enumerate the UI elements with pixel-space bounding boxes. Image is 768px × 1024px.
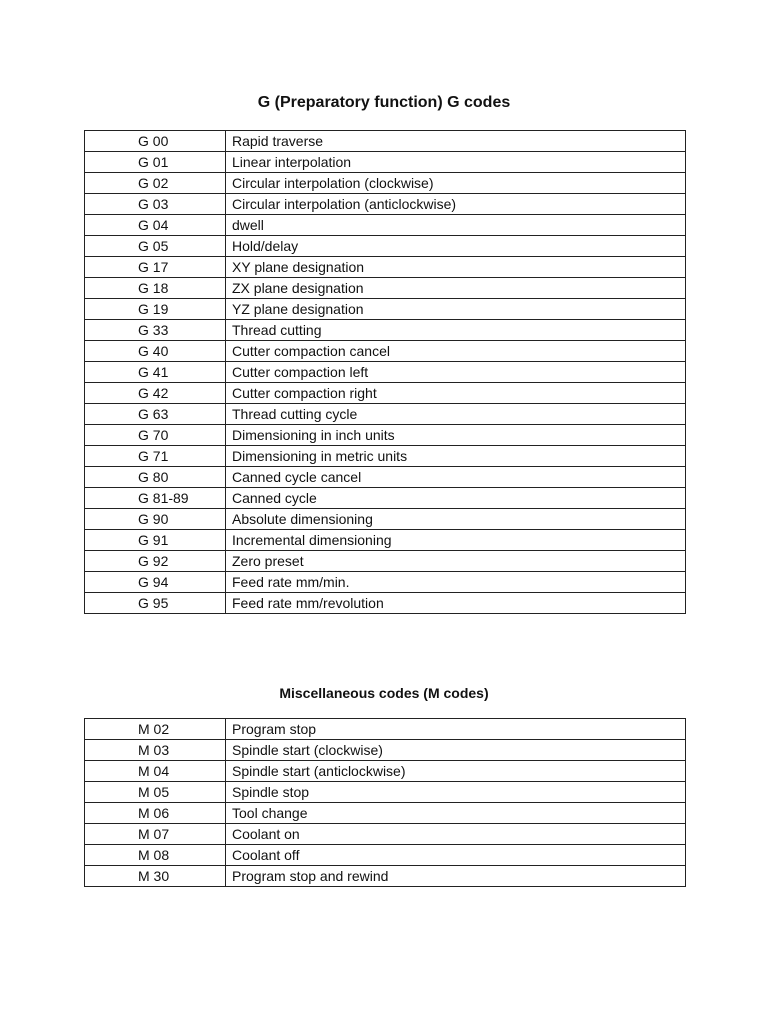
code-cell: M 07 (85, 824, 226, 845)
table-row (85, 173, 686, 194)
description-cell: Cutter compaction right (226, 383, 686, 404)
description-cell: Program stop and rewind (226, 866, 686, 887)
table-row (85, 509, 686, 530)
table-row (85, 215, 686, 236)
table-row (85, 866, 686, 887)
code-cell: G 00 (85, 131, 226, 152)
code-cell: G 90 (85, 509, 226, 530)
description-cell: Cutter compaction cancel (226, 341, 686, 362)
table-row (85, 236, 686, 257)
table-row (85, 824, 686, 845)
description-cell: Rapid traverse (226, 131, 686, 152)
description-cell: Thread cutting cycle (226, 404, 686, 425)
table-row (85, 467, 686, 488)
table-row (85, 740, 686, 761)
m-codes-title: Miscellaneous codes (M codes) (279, 685, 489, 701)
code-cell: G 92 (85, 551, 226, 572)
table-row (85, 404, 686, 425)
table-row (85, 320, 686, 341)
description-cell: Thread cutting (226, 320, 686, 341)
table-row (85, 719, 686, 740)
code-cell: G 04 (85, 215, 226, 236)
description-cell: Tool change (226, 803, 686, 824)
g-codes-table (84, 130, 686, 614)
description-cell: Coolant on (226, 824, 686, 845)
code-cell: G 33 (85, 320, 226, 341)
description-cell: dwell (226, 215, 686, 236)
code-cell: G 80 (85, 467, 226, 488)
code-cell: G 18 (85, 278, 226, 299)
description-cell: Absolute dimensioning (226, 509, 686, 530)
description-cell: Canned cycle cancel (226, 467, 686, 488)
table-row (85, 761, 686, 782)
code-cell: M 30 (85, 866, 226, 887)
table-row (85, 194, 686, 215)
table-row (85, 131, 686, 152)
description-cell: Spindle start (clockwise) (226, 740, 686, 761)
table-row (85, 341, 686, 362)
description-cell: Spindle start (anticlockwise) (226, 761, 686, 782)
code-cell: G 94 (85, 572, 226, 593)
code-cell: G 03 (85, 194, 226, 215)
code-cell: G 70 (85, 425, 226, 446)
description-cell: Zero preset (226, 551, 686, 572)
code-cell: G 63 (85, 404, 226, 425)
description-cell: ZX plane designation (226, 278, 686, 299)
code-cell: G 91 (85, 530, 226, 551)
table-row (85, 362, 686, 383)
description-cell: Incremental dimensioning (226, 530, 686, 551)
description-cell: Canned cycle (226, 488, 686, 509)
code-cell: G 81-89 (85, 488, 226, 509)
code-cell: G 42 (85, 383, 226, 404)
description-cell: XY plane designation (226, 257, 686, 278)
g-codes-title: G (Preparatory function) G codes (257, 94, 511, 111)
code-cell: G 17 (85, 257, 226, 278)
table-row (85, 530, 686, 551)
table-row (85, 383, 686, 404)
table-row (85, 593, 686, 614)
code-cell: G 95 (85, 593, 226, 614)
code-cell: G 19 (85, 299, 226, 320)
code-cell: G 41 (85, 362, 226, 383)
table-row (85, 152, 686, 173)
description-cell: Circular interpolation (clockwise) (226, 173, 686, 194)
table-row (85, 572, 686, 593)
description-cell: Linear interpolation (226, 152, 686, 173)
description-cell: Feed rate mm/revolution (226, 593, 686, 614)
description-cell: Program stop (226, 719, 686, 740)
code-cell: M 04 (85, 761, 226, 782)
table-row (85, 257, 686, 278)
table-row (85, 551, 686, 572)
g-codes-table-body (85, 131, 686, 614)
description-cell: Hold/delay (226, 236, 686, 257)
description-cell: Circular interpolation (anticlockwise) (226, 194, 686, 215)
m-codes-table-body (85, 719, 686, 887)
table-row (85, 299, 686, 320)
table-row (85, 446, 686, 467)
description-cell: Cutter compaction left (226, 362, 686, 383)
description-cell: Dimensioning in inch units (226, 425, 686, 446)
description-cell: Dimensioning in metric units (226, 446, 686, 467)
code-cell: M 08 (85, 845, 226, 866)
description-cell: Coolant off (226, 845, 686, 866)
table-row (85, 425, 686, 446)
description-cell: Spindle stop (226, 782, 686, 803)
code-cell: G 01 (85, 152, 226, 173)
code-cell: G 71 (85, 446, 226, 467)
code-cell: M 06 (85, 803, 226, 824)
table-row (85, 803, 686, 824)
code-cell: G 02 (85, 173, 226, 194)
code-cell: M 03 (85, 740, 226, 761)
code-cell: G 05 (85, 236, 226, 257)
description-cell: Feed rate mm/min. (226, 572, 686, 593)
table-row (85, 782, 686, 803)
table-row (85, 845, 686, 866)
code-cell: G 40 (85, 341, 226, 362)
table-row (85, 488, 686, 509)
description-cell: YZ plane designation (226, 299, 686, 320)
m-codes-table (84, 718, 686, 887)
code-cell: M 02 (85, 719, 226, 740)
code-cell: M 05 (85, 782, 226, 803)
table-row (85, 278, 686, 299)
